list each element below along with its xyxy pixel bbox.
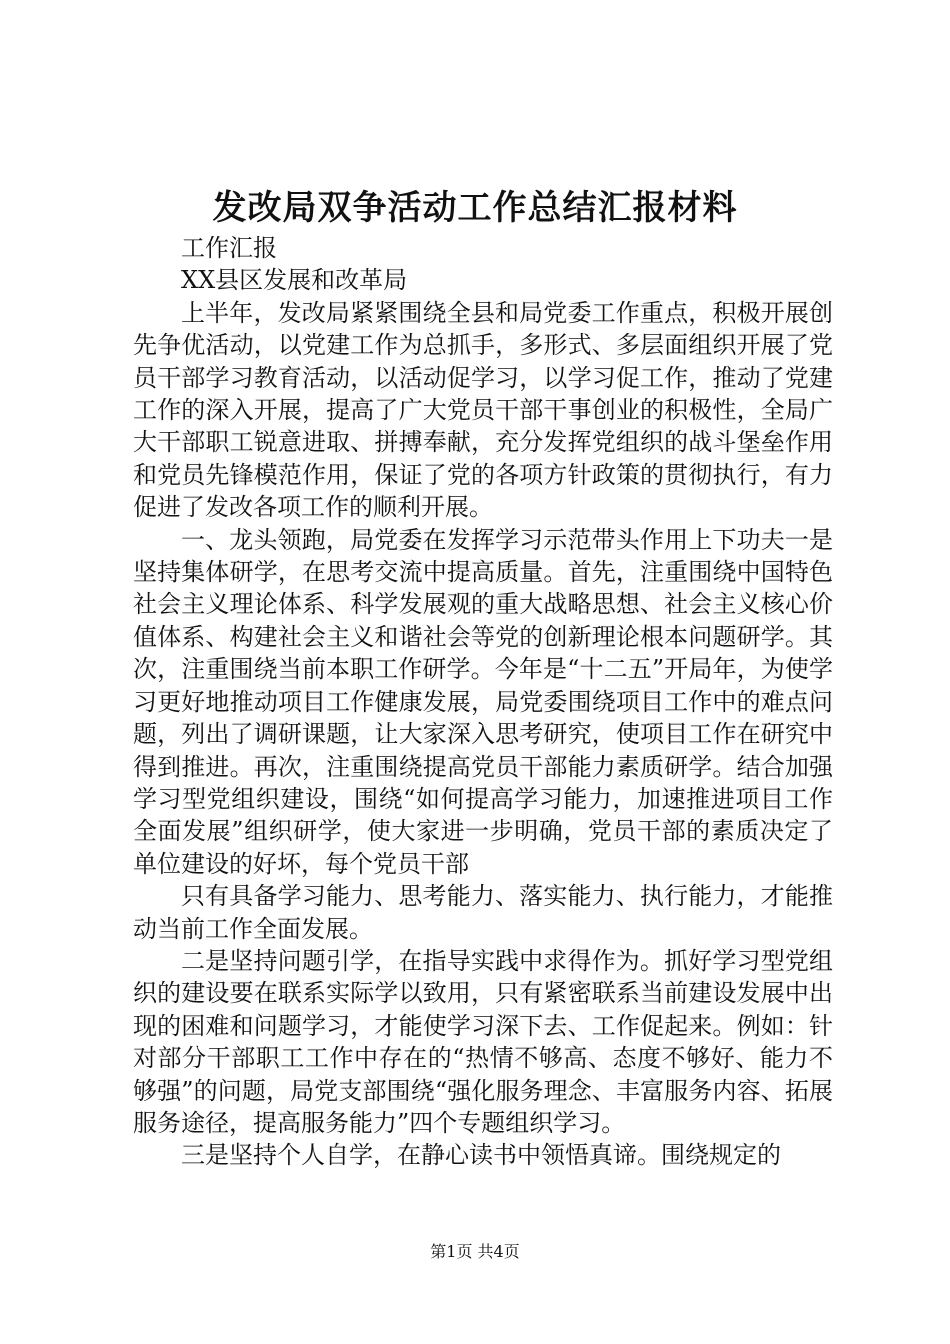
paragraph-author: XX县区发展和改革局 xyxy=(181,266,408,295)
document-body xyxy=(133,232,833,1172)
paragraph-point-two: 二是坚持问题引学，在指导实践中求得作为。抓好学习型党组织的建设要在联系实际学以致用，只有紧密联系当前建设发展中出现的困难和问题学习，才能使学习深下去、工作促起来。例如：针对部分干部职工工作中存在的“热情不够高、态度不够好、能力不够强”的问题，局党支部围绕“强化服务理念、丰富服务内容、拓展服务途径，提高服务能力”四个专题组织学习。 xyxy=(133,946,833,1137)
page-footer: 第1页 共4页 xyxy=(430,1242,520,1261)
paragraph-heading-label: 工作汇报 xyxy=(181,234,277,262)
paragraph-continuation: 只有具备学习能力、思考能力、落实能力、执行能力，才能推动当前工作全面发展。 xyxy=(133,882,833,943)
paragraph-section-one: 一、龙头领跑，局党委在发挥学习示范带头作用上下功夫一是坚持集体研学，在思考交流中提高质量。首先，注重围绕中国特色社会主义理论体系、科学发展观的重大战略思想、社会主义核心价值体系、构建社会主义和谐社会等党的创新理论根本问题研学。其次，注重围绕当前本职工作研学。今年是“十二五”开局年，为使学习更好地推动项目工作健康发展，局党委围绕项目工作中的难点问题，列出了调研课题，让大家深入思考研究，使项目工作在研究中得到推进。再次，注重围绕提高党员干部能力素质研学。结合加强学习型党组织建设，围绕“如何提高学习能力，加速推进项目工作全面发展”组织研学，使大家进一步明确，党员干部的素质决定了单位建设的好坏，每个党员干部 xyxy=(133,525,833,878)
paragraph-point-three: 三是坚持个人自学，在静心读书中领悟真谛。围绕规定的 xyxy=(181,1141,781,1170)
paragraph-intro: 上半年，发改局紧紧围绕全县和局党委工作重点，积极开展创先争优活动，以党建工作为总抓手，多形式、多层面组织开展了党员干部学习教育活动，以活动促学习，以学习促工作，推动了党建工作的深入开展，提高了广大党员干部干事创业的积极性，全局广大干部职工锐意进取、拼搏奉献，充分发挥党组织的战斗堡垒作用和党员先锋模范作用，保证了党的各项方针政策的贯彻执行，有力促进了发改各项工作的顺利开展。 xyxy=(133,298,833,522)
document-title: 发改局双争活动工作总结汇报材料 xyxy=(212,188,738,228)
